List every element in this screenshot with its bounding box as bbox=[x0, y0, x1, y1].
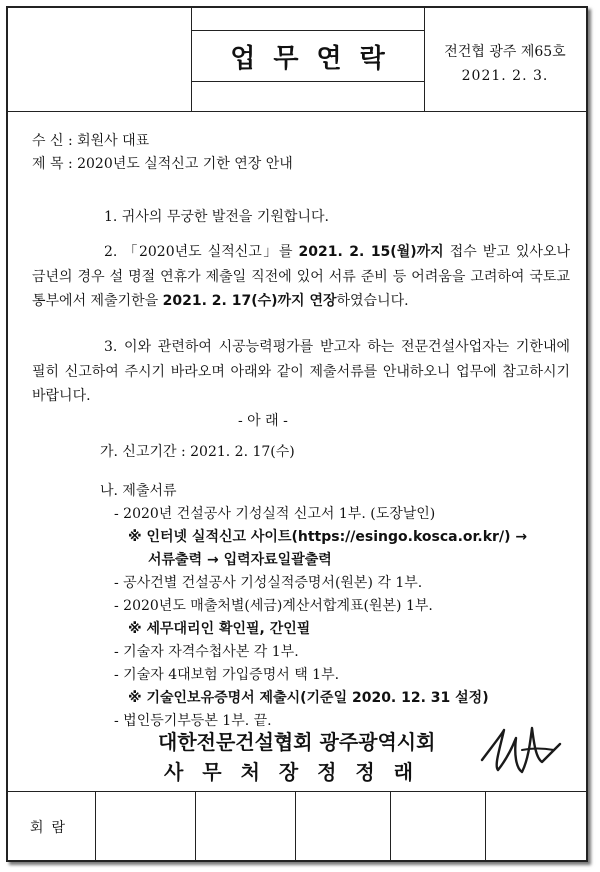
signature-name: 사 무 처 장 정 정 래 bbox=[164, 760, 420, 784]
circulation-label: 회람 bbox=[8, 792, 96, 861]
paragraph-3: 3. 이와 관련하여 시공능력평가를 받고자 하는 전문건설사업자는 기한내에 필히 신고하여 주시기 바라오며 아래와 같이 제출서류를 안내하오니 업무에 참고하시기 바랍니다. bbox=[32, 339, 570, 404]
document-frame bbox=[6, 6, 588, 862]
circulation-cell-1 bbox=[96, 792, 196, 861]
doc-item-4: - 기술자 자격수첩사본 각 1부. bbox=[114, 644, 299, 660]
p2-text-e: 하였습니다. bbox=[336, 293, 409, 309]
doc-item-3-note: ※ 세무대리인 확인필, 간인필 bbox=[128, 621, 311, 637]
doc-item-1: - 2020년 건설공사 기성실적 신고서 1부. (도장날인) bbox=[114, 506, 436, 522]
below-mark: - 아 래 - bbox=[238, 413, 288, 429]
header-title-cell bbox=[191, 8, 425, 111]
document-body bbox=[8, 111, 586, 791]
documents-heading: 나. 제출서류 bbox=[100, 483, 177, 499]
subject-line: 제 목 : 2020년도 실적신고 기한 연장 안내 bbox=[32, 156, 293, 172]
p2-deadline-original: 2021. 2. 15(월)까지 bbox=[298, 244, 444, 260]
deadline-item: 가. 신고기간 : 2021. 2. 17(수) bbox=[100, 444, 295, 460]
recipient-line: 수 신 : 회원사 대표 bbox=[32, 133, 150, 149]
p2-deadline-extended: 2021. 2. 17(수)까지 연장 bbox=[162, 293, 337, 309]
circulation-cell-4 bbox=[391, 792, 486, 861]
doc-date: 2021. 2. 3. bbox=[461, 68, 549, 84]
doc-item-3: - 2020년도 매출처별(세금)계산서합계표(원본) 1부. bbox=[114, 598, 433, 614]
doc-item-5-note: ※ 기술인보유증명서 제출시(기준일 2020. 12. 31 설정) bbox=[128, 690, 489, 706]
doc-item-1-note-a: ※ 인터넷 실적신고 사이트(https://esingo.kosca.or.kr/) → bbox=[128, 529, 528, 545]
paragraph-2 bbox=[32, 240, 570, 314]
doc-item-2: - 공사건별 건설공사 기성실적증명서(원본) 각 1부. bbox=[114, 575, 423, 591]
document-header bbox=[8, 8, 586, 112]
document-title: 업무연락 bbox=[191, 30, 424, 82]
header-blank-cell bbox=[8, 8, 192, 111]
p2-text-a: 2. 「2020년도 실적신고」를 bbox=[104, 244, 299, 260]
handwritten-signature-icon bbox=[476, 714, 566, 786]
circulation-row bbox=[8, 791, 586, 861]
circulation-cell-3 bbox=[296, 792, 391, 861]
doc-item-1-note-b: 서류출력 → 입력자료일괄출력 bbox=[148, 552, 332, 568]
paragraph-1: 1. 귀사의 무궁한 발전을 기원합니다. bbox=[104, 209, 329, 225]
signature-organization: 대한전문건설협회 광주광역시회 bbox=[158, 730, 436, 754]
doc-item-6: - 법인등기부등본 1부. 끝. bbox=[114, 713, 272, 729]
p2-text-c: 접수 받고 있사오나 금년의 경우 설 명절 연휴가 제출일 직전에 있어 서류 준비 등 어려움을 고려하여 국토교통부에서 제출기한을 bbox=[32, 244, 570, 309]
circulation-cell-5 bbox=[486, 792, 586, 861]
doc-item-5: - 기술자 4대보험 가입증명서 택 1부. bbox=[114, 667, 340, 683]
doc-number: 전건협 광주 제65호 bbox=[444, 44, 566, 60]
header-doc-cell bbox=[424, 8, 586, 111]
circulation-cell-2 bbox=[196, 792, 296, 861]
